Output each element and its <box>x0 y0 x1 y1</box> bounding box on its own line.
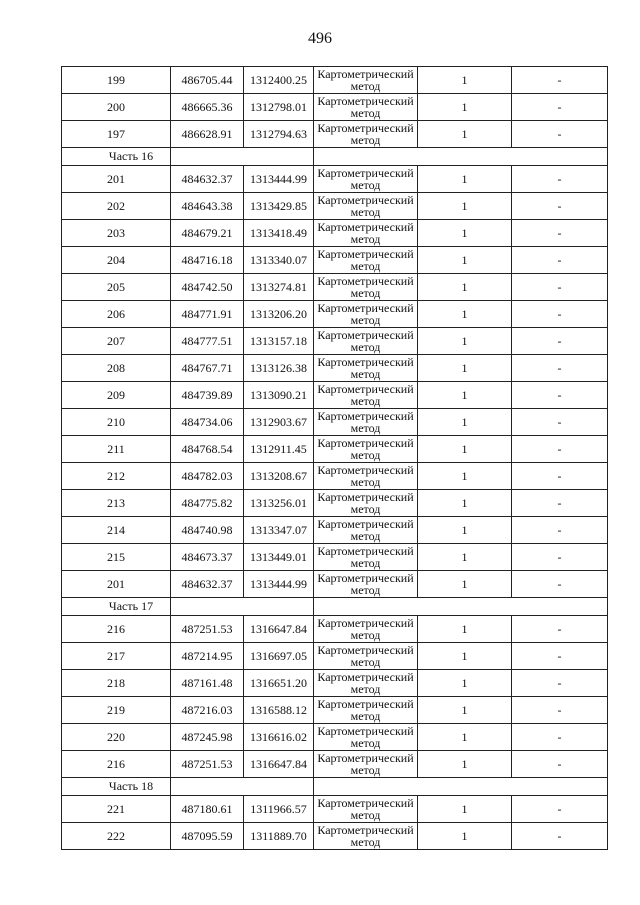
method-cell <box>314 436 418 463</box>
note-cell: - <box>512 823 608 850</box>
x-coordinate-cell: 487161.48 <box>171 670 244 697</box>
page-number: 496 <box>308 30 332 47</box>
x-coordinate-cell: 484768.54 <box>171 436 244 463</box>
x-coordinate-cell: 484740.98 <box>171 517 244 544</box>
y-coordinate-cell: 1312400.25 <box>244 67 314 94</box>
method-line-1: Картометрический <box>317 355 414 369</box>
table-row <box>62 301 608 328</box>
method-cell <box>314 463 418 490</box>
method-line-2: метод <box>350 421 381 435</box>
point-number-cell: 218 <box>62 670 171 697</box>
accuracy-cell: 1 <box>418 382 512 409</box>
note-cell: - <box>512 301 608 328</box>
y-coordinate-cell: 1313418.49 <box>244 220 314 247</box>
table-row <box>62 328 608 355</box>
x-coordinate-cell: 486628.91 <box>171 121 244 148</box>
method-cell <box>314 697 418 724</box>
part-empty-cell <box>314 598 608 616</box>
note-cell: - <box>512 328 608 355</box>
table-row <box>62 193 608 220</box>
y-coordinate-cell: 1316697.05 <box>244 643 314 670</box>
note-cell: - <box>512 193 608 220</box>
note-cell: - <box>512 616 608 643</box>
part-label: Часть 17 <box>62 598 171 616</box>
table-row <box>62 643 608 670</box>
method-line-2: метод <box>350 502 381 516</box>
note-cell: - <box>512 670 608 697</box>
table-row <box>62 571 608 598</box>
table-row <box>62 463 608 490</box>
method-line-2: метод <box>350 682 381 696</box>
point-number-cell: 200 <box>62 94 171 121</box>
y-coordinate-cell: 1313274.81 <box>244 274 314 301</box>
note-cell: - <box>512 544 608 571</box>
x-coordinate-cell: 487245.98 <box>171 724 244 751</box>
y-coordinate-cell: 1313347.07 <box>244 517 314 544</box>
accuracy-cell: 1 <box>418 544 512 571</box>
x-coordinate-cell: 486665.36 <box>171 94 244 121</box>
accuracy-cell: 1 <box>418 463 512 490</box>
y-coordinate-cell: 1313208.67 <box>244 463 314 490</box>
part-empty-cell <box>171 148 314 166</box>
table-row <box>62 490 608 517</box>
method-cell <box>314 724 418 751</box>
point-number-cell: 197 <box>62 121 171 148</box>
method-line-2: метод <box>350 808 381 822</box>
table-row <box>62 274 608 301</box>
method-cell <box>314 751 418 778</box>
x-coordinate-cell: 484742.50 <box>171 274 244 301</box>
method-cell <box>314 643 418 670</box>
y-coordinate-cell: 1311966.57 <box>244 796 314 823</box>
accuracy-cell: 1 <box>418 436 512 463</box>
accuracy-cell: 1 <box>418 328 512 355</box>
y-coordinate-cell: 1313429.85 <box>244 193 314 220</box>
method-line-1: Картометрический <box>317 670 414 684</box>
y-coordinate-cell: 1316651.20 <box>244 670 314 697</box>
x-coordinate-cell: 484632.37 <box>171 166 244 193</box>
method-line-1: Картометрический <box>317 436 414 450</box>
method-line-2: метод <box>350 106 381 120</box>
method-line-2: метод <box>350 205 381 219</box>
method-line-1: Картометрический <box>317 517 414 531</box>
point-number-cell: 206 <box>62 301 171 328</box>
point-number-cell: 208 <box>62 355 171 382</box>
table-row <box>62 355 608 382</box>
y-coordinate-cell: 1312903.67 <box>244 409 314 436</box>
table-row <box>62 94 608 121</box>
y-coordinate-cell: 1313126.38 <box>244 355 314 382</box>
method-line-1: Картометрический <box>317 724 414 738</box>
accuracy-cell: 1 <box>418 409 512 436</box>
point-number-cell: 221 <box>62 796 171 823</box>
method-line-2: метод <box>350 394 381 408</box>
method-cell <box>314 220 418 247</box>
x-coordinate-cell: 484771.91 <box>171 301 244 328</box>
note-cell: - <box>512 463 608 490</box>
x-coordinate-cell: 487214.95 <box>171 643 244 670</box>
accuracy-cell: 1 <box>418 616 512 643</box>
table-row <box>62 382 608 409</box>
point-number-cell: 210 <box>62 409 171 436</box>
x-coordinate-cell: 487251.53 <box>171 751 244 778</box>
accuracy-cell: 1 <box>418 796 512 823</box>
method-cell <box>314 67 418 94</box>
x-coordinate-cell: 487095.59 <box>171 823 244 850</box>
method-cell <box>314 382 418 409</box>
x-coordinate-cell: 487180.61 <box>171 796 244 823</box>
method-line-1: Картометрический <box>317 697 414 711</box>
accuracy-cell: 1 <box>418 166 512 193</box>
method-line-1: Картометрический <box>317 247 414 261</box>
x-coordinate-cell: 484632.37 <box>171 571 244 598</box>
x-coordinate-cell: 484673.37 <box>171 544 244 571</box>
method-cell <box>314 670 418 697</box>
note-cell: - <box>512 697 608 724</box>
method-line-2: метод <box>350 556 381 570</box>
table-row <box>62 166 608 193</box>
method-line-1: Картометрический <box>317 490 414 504</box>
method-cell <box>314 121 418 148</box>
accuracy-cell: 1 <box>418 220 512 247</box>
method-line-2: метод <box>350 286 381 300</box>
accuracy-cell: 1 <box>418 571 512 598</box>
method-line-1: Картометрический <box>317 220 414 234</box>
note-cell: - <box>512 796 608 823</box>
point-number-cell: 213 <box>62 490 171 517</box>
note-cell: - <box>512 274 608 301</box>
table-row <box>62 517 608 544</box>
method-line-2: метод <box>350 475 381 489</box>
note-cell: - <box>512 436 608 463</box>
method-line-2: метод <box>350 709 381 723</box>
method-line-2: метод <box>350 763 381 777</box>
note-cell: - <box>512 166 608 193</box>
method-cell <box>314 301 418 328</box>
point-number-cell: 214 <box>62 517 171 544</box>
accuracy-cell: 1 <box>418 301 512 328</box>
part-empty-cell <box>171 598 314 616</box>
note-cell: - <box>512 94 608 121</box>
accuracy-cell: 1 <box>418 670 512 697</box>
method-cell <box>314 823 418 850</box>
point-number-cell: 204 <box>62 247 171 274</box>
point-number-cell: 201 <box>62 571 171 598</box>
method-line-1: Картометрический <box>317 328 414 342</box>
note-cell: - <box>512 751 608 778</box>
method-line-1: Картометрический <box>317 751 414 765</box>
x-coordinate-cell: 484734.06 <box>171 409 244 436</box>
table-row <box>62 823 608 850</box>
method-line-2: метод <box>350 340 381 354</box>
note-cell: - <box>512 724 608 751</box>
method-cell <box>314 94 418 121</box>
method-line-1: Картометрический <box>317 382 414 396</box>
method-cell <box>314 490 418 517</box>
y-coordinate-cell: 1312911.45 <box>244 436 314 463</box>
method-line-2: метод <box>350 628 381 642</box>
method-line-2: метод <box>350 232 381 246</box>
table-row <box>62 670 608 697</box>
method-line-2: метод <box>350 529 381 543</box>
x-coordinate-cell: 484777.51 <box>171 328 244 355</box>
method-line-2: метод <box>350 133 381 147</box>
method-line-1: Картометрический <box>317 301 414 315</box>
accuracy-cell: 1 <box>418 121 512 148</box>
accuracy-cell: 1 <box>418 490 512 517</box>
x-coordinate-cell: 484739.89 <box>171 382 244 409</box>
method-line-1: Картометрический <box>317 409 414 423</box>
part-label: Часть 18 <box>62 778 171 796</box>
method-cell <box>314 274 418 301</box>
table-row <box>62 220 608 247</box>
note-cell: - <box>512 121 608 148</box>
point-number-cell: 216 <box>62 751 171 778</box>
method-line-1: Картометрический <box>317 571 414 585</box>
note-cell: - <box>512 571 608 598</box>
y-coordinate-cell: 1312798.01 <box>244 94 314 121</box>
method-cell <box>314 247 418 274</box>
accuracy-cell: 1 <box>418 643 512 670</box>
part-empty-cell <box>314 778 608 796</box>
point-number-cell: 201 <box>62 166 171 193</box>
part-header-row <box>62 598 608 616</box>
method-line-2: метод <box>350 448 381 462</box>
method-line-1: Картометрический <box>317 166 414 180</box>
point-number-cell: 202 <box>62 193 171 220</box>
method-line-2: метод <box>350 367 381 381</box>
method-line-2: метод <box>350 736 381 750</box>
accuracy-cell: 1 <box>418 697 512 724</box>
x-coordinate-cell: 486705.44 <box>171 67 244 94</box>
note-cell: - <box>512 409 608 436</box>
y-coordinate-cell: 1313444.99 <box>244 571 314 598</box>
note-cell: - <box>512 490 608 517</box>
point-number-cell: 216 <box>62 616 171 643</box>
note-cell: - <box>512 517 608 544</box>
y-coordinate-cell: 1313157.18 <box>244 328 314 355</box>
x-coordinate-cell: 487216.03 <box>171 697 244 724</box>
part-header-row <box>62 148 608 166</box>
table-row <box>62 121 608 148</box>
y-coordinate-cell: 1316647.84 <box>244 616 314 643</box>
method-line-2: метод <box>350 583 381 597</box>
accuracy-cell: 1 <box>418 274 512 301</box>
method-line-1: Картометрический <box>317 796 414 810</box>
accuracy-cell: 1 <box>418 823 512 850</box>
part-label: Часть 16 <box>62 148 171 166</box>
accuracy-cell: 1 <box>418 67 512 94</box>
y-coordinate-cell: 1312794.63 <box>244 121 314 148</box>
method-cell <box>314 616 418 643</box>
accuracy-cell: 1 <box>418 517 512 544</box>
method-line-1: Картометрический <box>317 544 414 558</box>
method-line-1: Картометрический <box>317 643 414 657</box>
method-cell <box>314 166 418 193</box>
point-number-cell: 209 <box>62 382 171 409</box>
point-number-cell: 203 <box>62 220 171 247</box>
point-number-cell: 217 <box>62 643 171 670</box>
method-line-2: метод <box>350 178 381 192</box>
x-coordinate-cell: 484775.82 <box>171 490 244 517</box>
method-line-1: Картометрический <box>317 67 414 81</box>
y-coordinate-cell: 1313444.99 <box>244 166 314 193</box>
note-cell: - <box>512 220 608 247</box>
method-line-2: метод <box>350 835 381 849</box>
y-coordinate-cell: 1316588.12 <box>244 697 314 724</box>
point-number-cell: 215 <box>62 544 171 571</box>
point-number-cell: 219 <box>62 697 171 724</box>
coordinates-table <box>61 66 608 850</box>
table-row <box>62 616 608 643</box>
accuracy-cell: 1 <box>418 751 512 778</box>
x-coordinate-cell: 484643.38 <box>171 193 244 220</box>
method-cell <box>314 796 418 823</box>
x-coordinate-cell: 484679.21 <box>171 220 244 247</box>
x-coordinate-cell: 484767.71 <box>171 355 244 382</box>
table-row <box>62 724 608 751</box>
note-cell: - <box>512 247 608 274</box>
coordinates-table-body <box>62 67 608 850</box>
y-coordinate-cell: 1313206.20 <box>244 301 314 328</box>
method-line-1: Картометрический <box>317 463 414 477</box>
method-line-1: Картометрический <box>317 121 414 135</box>
accuracy-cell: 1 <box>418 247 512 274</box>
y-coordinate-cell: 1316616.02 <box>244 724 314 751</box>
method-line-1: Картометрический <box>317 823 414 837</box>
y-coordinate-cell: 1313340.07 <box>244 247 314 274</box>
method-line-2: метод <box>350 79 381 93</box>
table-row <box>62 436 608 463</box>
accuracy-cell: 1 <box>418 355 512 382</box>
method-cell <box>314 571 418 598</box>
x-coordinate-cell: 484716.18 <box>171 247 244 274</box>
point-number-cell: 199 <box>62 67 171 94</box>
point-number-cell: 212 <box>62 463 171 490</box>
table-row <box>62 751 608 778</box>
accuracy-cell: 1 <box>418 94 512 121</box>
point-number-cell: 211 <box>62 436 171 463</box>
y-coordinate-cell: 1313449.01 <box>244 544 314 571</box>
method-line-2: метод <box>350 259 381 273</box>
note-cell: - <box>512 67 608 94</box>
method-cell <box>314 193 418 220</box>
table-row <box>62 544 608 571</box>
method-cell <box>314 544 418 571</box>
method-cell <box>314 328 418 355</box>
accuracy-cell: 1 <box>418 724 512 751</box>
method-cell <box>314 355 418 382</box>
table-row <box>62 697 608 724</box>
point-number-cell: 220 <box>62 724 171 751</box>
y-coordinate-cell: 1316647.84 <box>244 751 314 778</box>
table-row <box>62 409 608 436</box>
x-coordinate-cell: 487251.53 <box>171 616 244 643</box>
part-empty-cell <box>314 148 608 166</box>
table-row <box>62 796 608 823</box>
method-line-2: метод <box>350 313 381 327</box>
accuracy-cell: 1 <box>418 193 512 220</box>
method-line-1: Картометрический <box>317 193 414 207</box>
point-number-cell: 222 <box>62 823 171 850</box>
method-cell <box>314 517 418 544</box>
y-coordinate-cell: 1313090.21 <box>244 382 314 409</box>
note-cell: - <box>512 355 608 382</box>
point-number-cell: 205 <box>62 274 171 301</box>
note-cell: - <box>512 382 608 409</box>
part-header-row <box>62 778 608 796</box>
x-coordinate-cell: 484782.03 <box>171 463 244 490</box>
y-coordinate-cell: 1313256.01 <box>244 490 314 517</box>
method-line-1: Картометрический <box>317 616 414 630</box>
y-coordinate-cell: 1311889.70 <box>244 823 314 850</box>
method-line-2: метод <box>350 655 381 669</box>
method-line-1: Картометрический <box>317 94 414 108</box>
part-empty-cell <box>171 778 314 796</box>
method-line-1: Картометрический <box>317 274 414 288</box>
table-row <box>62 67 608 94</box>
note-cell: - <box>512 643 608 670</box>
point-number-cell: 207 <box>62 328 171 355</box>
method-cell <box>314 409 418 436</box>
table-row <box>62 247 608 274</box>
